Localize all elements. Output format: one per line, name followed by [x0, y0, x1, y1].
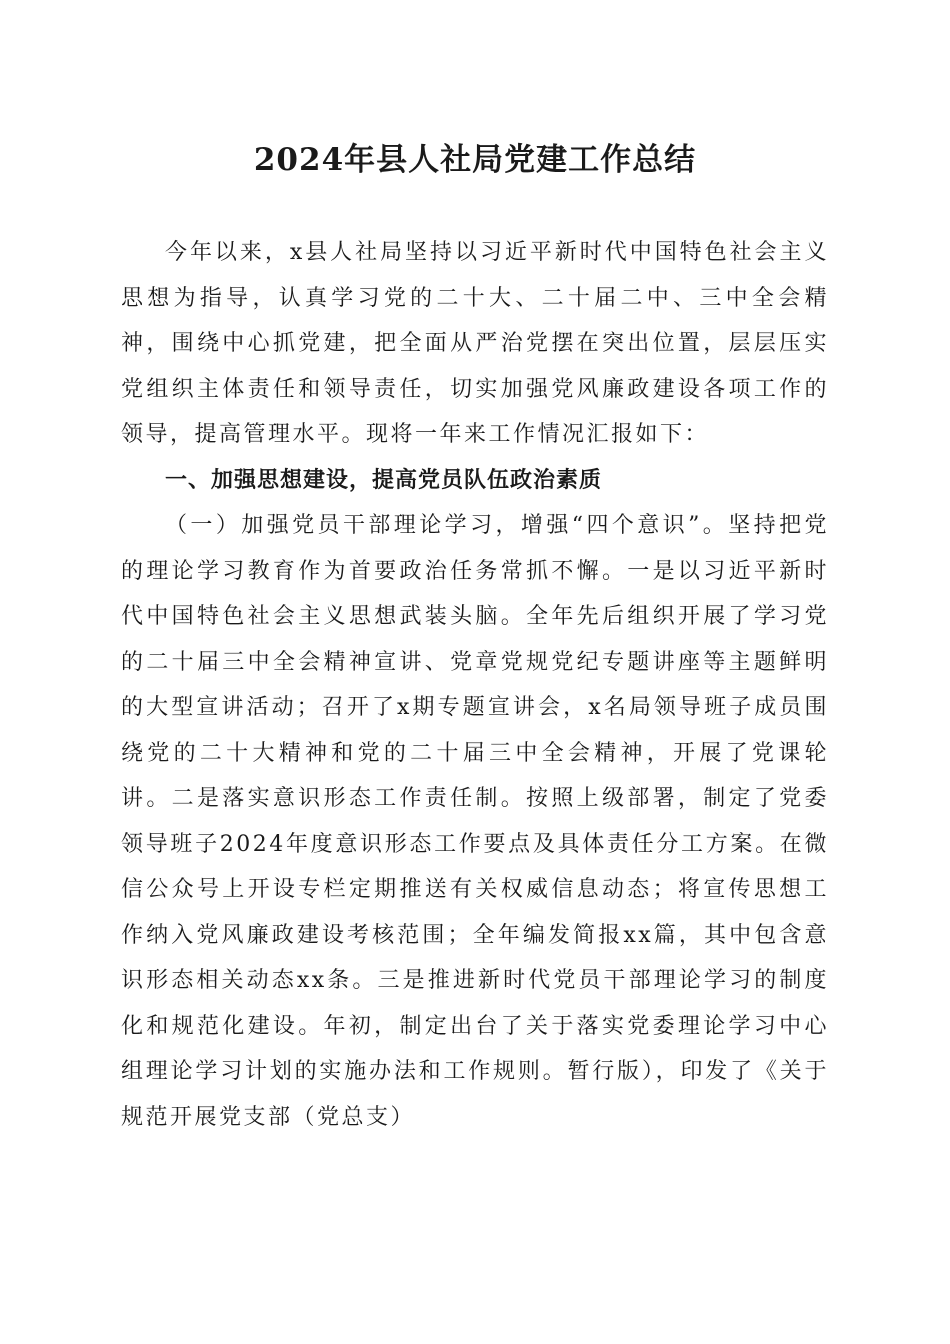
- section-paragraph: （一）加强党员干部理论学习，增强“四个意识”。坚持把党的理论学习教育作为首要政治任务常抓不懈。一是以习近平新时代中国特色社会主义思想武装头脑。全年先后组织开展了学习党的二十届三中全会精神宣讲、党章党规党纪专题讲座等主题鲜明的大型宣讲活动；召开了x期专题宣讲会，x名局领导班子成员围绕党的二十大精神和党的二十届三中全会精神，开展了党课轮讲。二是落实意识形态工作责任制。按照上级部署，制定了党委领导班子2024年度意识形态工作要点及具体责任分工方案。在微信公众号上开设专栏定期推送有关权威信息动态；将宣传思想工作纳入党风廉政建设考核范围；全年编发简报xx篇，其中包含意识形态相关动态xx条。三是推进新时代党员干部理论学习的制度化和规范化建设。年初，制定出台了关于落实党委理论学习中心组理论学习计划的实施办法和工作规则。暂行版），印发了《关于规范开展党支部（党总支）: [121, 513, 829, 1130]
- section-heading: 一、加强思想建设，提高党员队伍政治素质: [165, 467, 603, 493]
- document-title: 2024年县人社局党建工作总结: [253, 142, 697, 178]
- document-body: [121, 230, 829, 1140]
- intro-paragraph: 今年以来，x县人社局坚持以习近平新时代中国特色社会主义思想为指导，认真学习党的二十大、二十届二中、三中全会精神，围绕中心抓党建，把全面从严治党摆在突出位置，层层压实党组织主体责任和领导责任，切实加强党风廉政建设各项工作的领导，提高管理水平。现将一年来工作情况汇报如下：: [121, 240, 829, 447]
